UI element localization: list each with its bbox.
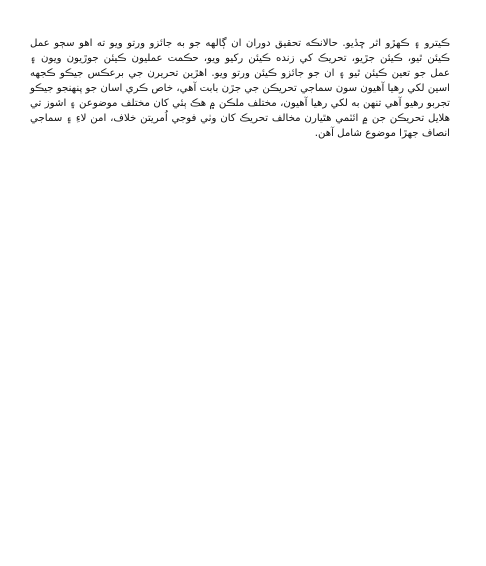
- paragraph-line-2: ڪيئن ٿيو، ڪيئن جڙيو، تحريڪ کي زنده ڪيئن رکيو ويو، حڪمت عمليون ڪيئن جوڙيون ويون ۽: [30, 53, 450, 64]
- paragraph-line-7: انصاف جهڙا موضوع شامل آهن.: [314, 128, 450, 139]
- paragraph-line-6: هلايل تحريڪن جن ۾ ائٽمي هٿيارن مخالف تحريڪ کان وٺي فوجي اُمريتن خلاف، امن لاءِ ۽ سماجي: [30, 113, 450, 124]
- paragraph-line-3: عمل جو تعين ڪيئن ٿيو ۽ ان جو جائزو ڪيئن ورتو ويو. اهڙين تحريرن جي برعڪس جيڪو ڪجهه: [30, 68, 450, 79]
- body-paragraph: [30, 36, 450, 141]
- paragraph-line-4: اسين لکي رهيا آهيون سون سماجي تحريڪن جي جڙن بابت آهي، خاص ڪري اسان جو پنهنجو جيڪو: [30, 83, 450, 94]
- paragraph-line-5: تجربو رهيو آهي تنهن به لکي رهيا آهيون، مختلف ملڪن ۾ هڪ ٻئي کان مختلف موضوعن ۽ اشوز تي: [30, 98, 450, 109]
- paragraph-line-1: ڪيترو ۽ ڪهڙو اثر ڇڏيو. حالانڪه تحقيق دوران ان ڳالهه جو به جائزو ورتو ويو ته اهو سڄو عمل: [30, 38, 450, 49]
